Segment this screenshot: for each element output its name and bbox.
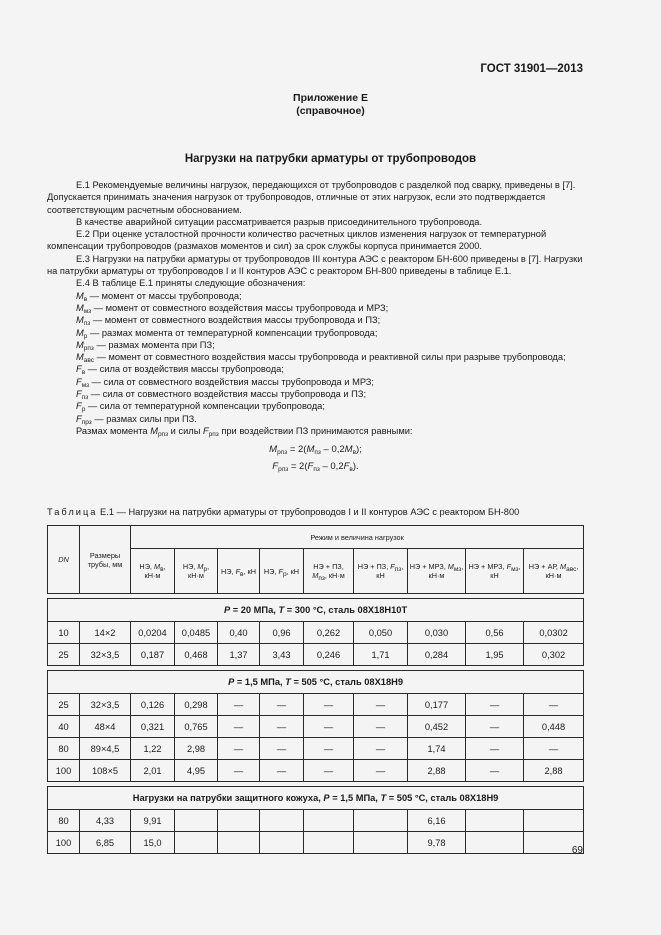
table-cell: 0,126 bbox=[131, 694, 175, 716]
table-cell: 14×2 bbox=[80, 622, 131, 644]
table-cell: 80 bbox=[48, 738, 80, 760]
table-cell bbox=[175, 832, 218, 854]
table-cell: — bbox=[466, 716, 524, 738]
appendix-subtitle: (справочное) bbox=[296, 105, 365, 117]
definition-item: $F_{мз}$ — сила от совместного воздействия массы трубопровода и МРЗ; bbox=[76, 376, 375, 389]
definition-item: $M_{авс}$ — момент от совместного воздействия массы трубопровода и реактивной силы при разрыве трубопровода; bbox=[76, 352, 566, 365]
table-cell: — bbox=[524, 694, 584, 716]
table-cell: 2,88 bbox=[408, 760, 466, 782]
appendix-title: Приложение Е bbox=[293, 92, 368, 104]
definition-item: $F_в$ — сила от воздействия массы трубопровода; bbox=[76, 364, 284, 377]
table-cell: 1,71 bbox=[354, 644, 408, 666]
table-cell: 6,16 bbox=[408, 810, 466, 832]
table-cell: 2,88 bbox=[524, 760, 584, 782]
table-cell: 0,262 bbox=[304, 622, 354, 644]
table-cell: 0,765 bbox=[175, 716, 218, 738]
table-cell: — bbox=[304, 738, 354, 760]
table-cell: 9,91 bbox=[131, 810, 175, 832]
table-cell bbox=[260, 832, 304, 854]
definition-item: $M_в$ — момент от массы трубопровода; bbox=[76, 290, 242, 303]
table-cell: 1,95 bbox=[466, 644, 524, 666]
table-cell: 32×3,5 bbox=[80, 694, 131, 716]
table-cell bbox=[218, 810, 260, 832]
table-cell: — bbox=[218, 738, 260, 760]
table-cell bbox=[218, 832, 260, 854]
table-cell: 0,0485 bbox=[175, 622, 218, 644]
paragraph-e1: Е.1 Рекомендуемые величины нагрузок, передающихся от трубопроводов с разделкой под сварку, приведены в [7]. Допускается принимать значения нагрузок от трубопроводов, отличные от этих нагрузок, если это подтверждается соответствующим расчетным обоснованием. bbox=[47, 180, 576, 215]
definition-item: $M_{рпз}$ — размах момента при ПЗ; bbox=[76, 339, 215, 352]
table-cell: 32×3,5 bbox=[80, 644, 131, 666]
table-cell: 0,468 bbox=[175, 644, 218, 666]
table-cell: 25 bbox=[48, 644, 80, 666]
header-pipe-size: Размеры трубы, мм bbox=[80, 526, 131, 594]
table-cell: 4,95 bbox=[175, 760, 218, 782]
table-cell: 0,284 bbox=[408, 644, 466, 666]
table-cell: 3,43 bbox=[260, 644, 304, 666]
table-cell: 100 bbox=[48, 832, 80, 854]
document-id: ГОСТ 31901—2013 bbox=[480, 63, 583, 75]
table-caption bbox=[47, 507, 584, 517]
table-cell: 108×5 bbox=[80, 760, 131, 782]
table-cell: — bbox=[304, 694, 354, 716]
table-cell: — bbox=[260, 738, 304, 760]
formula-force: $F_{рпз} = 2(F_{пз} - 0,2F_в)$. bbox=[272, 460, 359, 473]
column-header: НЭ, $M_в$, кН·м bbox=[131, 549, 175, 594]
table-cell: 0,177 bbox=[408, 694, 466, 716]
table-cell: 1,22 bbox=[131, 738, 175, 760]
table-cell: 0,40 bbox=[218, 622, 260, 644]
section-header: P = 20 МПа, T = 300 °С, сталь 08Х18Н10Т bbox=[48, 599, 584, 622]
paragraph-e3: Е.3 Нагрузки на патрубки арматуры от трубопроводов III контура АЭС с реактором БН-600 приведены в [7]. Нагрузки на патрубки арматуры от трубопроводов I и II контуров АЭС с реактором БН-800 приведены в таблице Е.1. bbox=[47, 253, 583, 277]
column-header: НЭ, $F_р$, кН bbox=[260, 549, 304, 594]
table-row bbox=[48, 738, 584, 760]
table-row bbox=[48, 810, 584, 832]
definition-item: $M_{пз}$ — момент от совместного воздействия массы трубопровода и ПЗ; bbox=[76, 315, 381, 328]
section-header: P = 1,5 МПа, T = 505 °С, сталь 08Х18Н9 bbox=[48, 671, 584, 694]
table-cell: 1,74 bbox=[408, 738, 466, 760]
table-row bbox=[48, 694, 584, 716]
table-cell: 0,302 bbox=[524, 644, 584, 666]
table-cell: 0,0204 bbox=[131, 622, 175, 644]
table-cell: 80 bbox=[48, 810, 80, 832]
formula-moment: $M_{рпз} = 2(M_{пз} - 0,2M_в)$; bbox=[269, 444, 362, 457]
table-cell: 0,0302 bbox=[524, 622, 584, 644]
table-cell: 2,98 bbox=[175, 738, 218, 760]
table-cell: — bbox=[466, 694, 524, 716]
table-cell: 0,448 bbox=[524, 716, 584, 738]
page-number: 69 bbox=[571, 845, 583, 856]
column-header: НЭ + АР, $M_{авс}$, кН·м bbox=[524, 549, 584, 594]
table-cell bbox=[524, 810, 584, 832]
column-header: НЭ, $F_в$, кН bbox=[218, 549, 260, 594]
table-cell: — bbox=[260, 760, 304, 782]
table-cell bbox=[304, 810, 354, 832]
column-header: НЭ + МРЗ, $F_{мз}$, кН bbox=[466, 549, 524, 594]
table-cell: 0,452 bbox=[408, 716, 466, 738]
table-row bbox=[48, 716, 584, 738]
table-cell: 6,85 bbox=[80, 832, 131, 854]
table-row bbox=[48, 760, 584, 782]
table-cell: — bbox=[260, 694, 304, 716]
table-cell: 0,56 bbox=[466, 622, 524, 644]
table-cell: 1,37 bbox=[218, 644, 260, 666]
table-cell: 0,96 bbox=[260, 622, 304, 644]
table-cell: 100 bbox=[48, 760, 80, 782]
table-cell: — bbox=[466, 738, 524, 760]
header-load-group: Режим и величина нагрузок bbox=[131, 526, 584, 549]
column-header: НЭ + ПЗ, $F_{пз}$, кН bbox=[354, 549, 408, 594]
table-cell: — bbox=[354, 760, 408, 782]
table-cell: — bbox=[218, 760, 260, 782]
table-cell: 15,0 bbox=[131, 832, 175, 854]
table-cell: — bbox=[218, 694, 260, 716]
paragraph-e2: Е.2 При оценке усталостной прочности количество расчетных циклов изменения нагрузок от температурной компенсации трубопроводов (размахов моментов и сил) за срок службы корпуса принимается 2000. bbox=[47, 229, 547, 252]
table-cell: — bbox=[260, 716, 304, 738]
table-cell: — bbox=[354, 694, 408, 716]
definitions-list bbox=[47, 290, 584, 425]
column-header: НЭ, $M_р$, кН·м bbox=[175, 549, 218, 594]
paragraph-e4: Е.4 В таблице Е.1 приняты следующие обозначения: bbox=[76, 278, 306, 289]
paragraph-e1b: В качестве аварийной ситуации рассматривается разрыв присоединительного трубопровода. bbox=[76, 216, 483, 227]
definition-item: $M_{мз}$ — момент от совместного воздействия массы трубопровода и МРЗ; bbox=[76, 302, 389, 315]
column-header: НЭ + МРЗ, $M_{мз}$, кН·м bbox=[408, 549, 466, 594]
table-cell: — bbox=[304, 716, 354, 738]
table-cell: 4,33 bbox=[80, 810, 131, 832]
loads-table bbox=[47, 525, 584, 854]
definition-item: $F_{прз}$ — размах силы при ПЗ. bbox=[76, 413, 197, 426]
table-cell: 9,78 bbox=[408, 832, 466, 854]
table-cell: 0,187 bbox=[131, 644, 175, 666]
table-cell: 0,321 bbox=[131, 716, 175, 738]
table-cell: 40 bbox=[48, 716, 80, 738]
definition-item: $F_{пз}$ — сила от совместного воздействия массы трубопровода и ПЗ; bbox=[76, 389, 367, 402]
table-cell: — bbox=[354, 738, 408, 760]
table-cell: 10 bbox=[48, 622, 80, 644]
definition-item: $M_р$ — размах момента от температурной компенсации трубопровода; bbox=[76, 327, 378, 340]
table-cell bbox=[466, 810, 524, 832]
table-cell: — bbox=[218, 716, 260, 738]
table-cell: 89×4,5 bbox=[80, 738, 131, 760]
page-title: Нагрузки на патрубки арматуры от трубопроводов bbox=[184, 153, 477, 165]
table-cell: 48×4 bbox=[80, 716, 131, 738]
table-cell: — bbox=[304, 760, 354, 782]
table-row bbox=[48, 622, 584, 644]
table-cell: — bbox=[524, 738, 584, 760]
table-cell bbox=[175, 810, 218, 832]
section-header: Нагрузки на патрубки защитного кожуха, P = 1,5 МПа, T = 505 °С, сталь 08Х18Н9 bbox=[48, 787, 584, 810]
table-cell: 0,298 bbox=[175, 694, 218, 716]
table-caption-text: Е.1 — Нагрузки на патрубки арматуры от трубопроводов I и II контуров АЭС с реактором БН-800 bbox=[97, 507, 520, 517]
appendix-heading bbox=[0, 92, 661, 118]
table-row bbox=[48, 832, 584, 854]
table-caption-prefix: Таблица bbox=[47, 507, 98, 517]
table-cell bbox=[466, 832, 524, 854]
formula-intro: Размах момента $M_{рпз}$ и силы $F_{рпз}$ при воздействии ПЗ принимаются равными: bbox=[76, 425, 413, 438]
column-header: НЭ + ПЗ, $M_{пз}$, кН·м bbox=[304, 549, 354, 594]
table-cell bbox=[354, 810, 408, 832]
header-dn: DN bbox=[48, 526, 80, 594]
table-cell: 25 bbox=[48, 694, 80, 716]
table-row bbox=[48, 644, 584, 666]
table-cell: 0,050 bbox=[354, 622, 408, 644]
body-text bbox=[47, 179, 584, 477]
table-cell: 0,030 bbox=[408, 622, 466, 644]
table-cell bbox=[304, 832, 354, 854]
table-cell: — bbox=[354, 716, 408, 738]
table-cell: 2,01 bbox=[131, 760, 175, 782]
table-cell bbox=[354, 832, 408, 854]
table-cell: 0,246 bbox=[304, 644, 354, 666]
table-cell bbox=[260, 810, 304, 832]
table-cell: — bbox=[466, 760, 524, 782]
definition-item: $F_р$ — сила от температурной компенсации трубопровода; bbox=[76, 401, 325, 414]
